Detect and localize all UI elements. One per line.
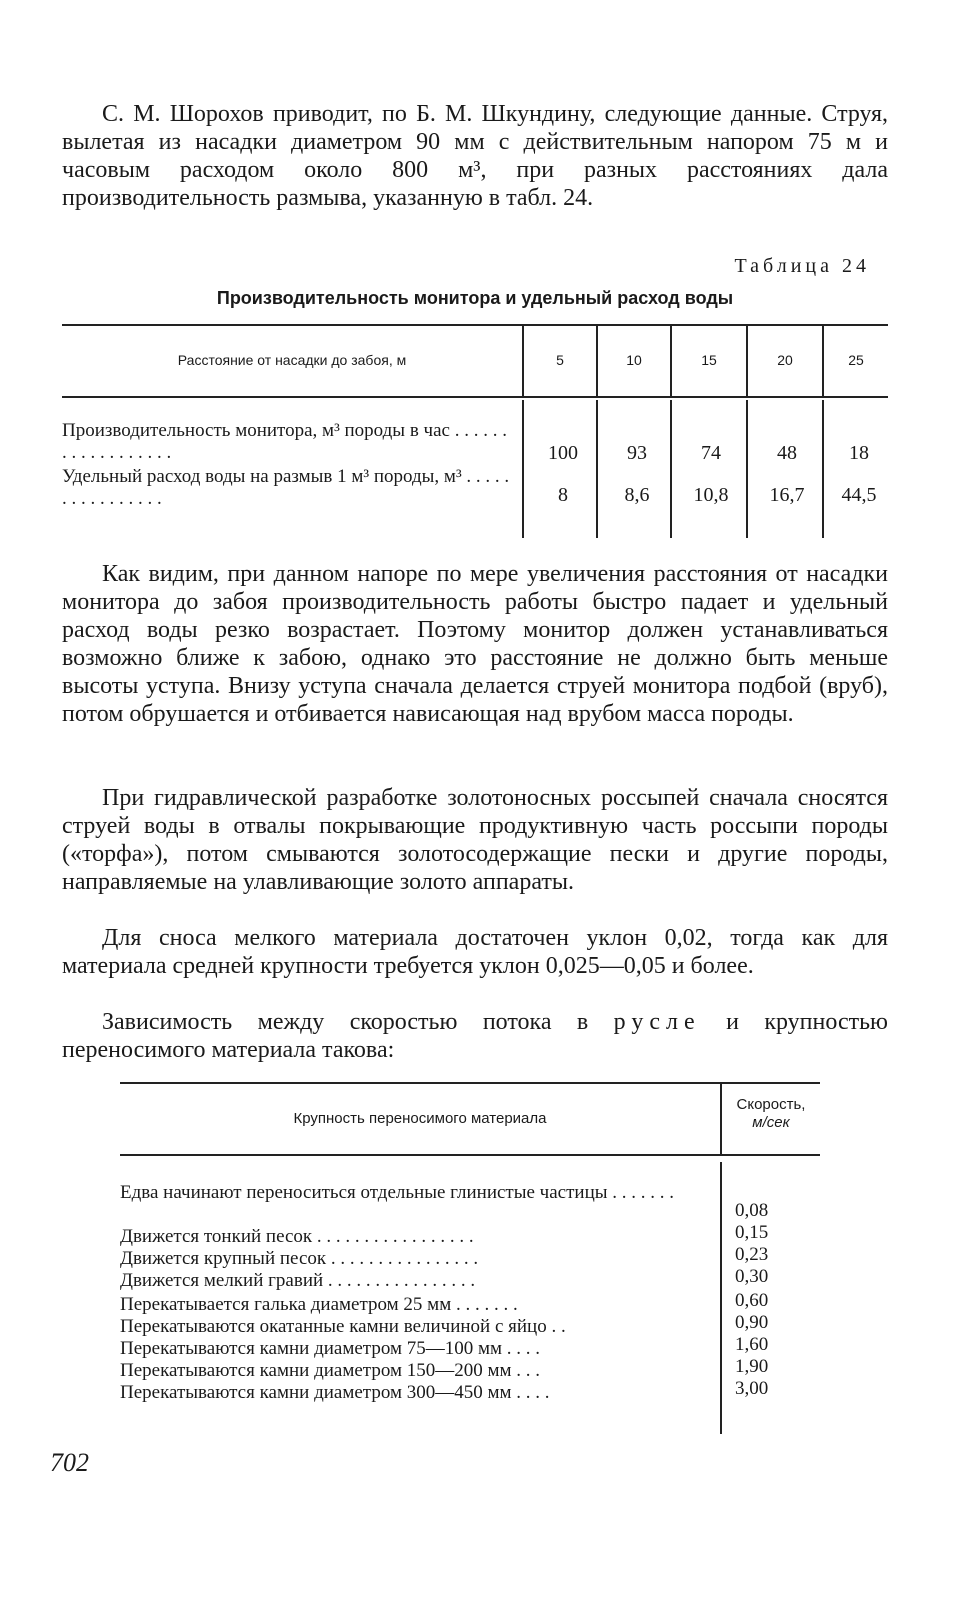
cell-value: 44,5 bbox=[841, 484, 877, 506]
table-number: Таблица 24 bbox=[734, 255, 870, 277]
header-col: 20 bbox=[777, 352, 793, 368]
speed-value: 0,15 bbox=[735, 1222, 769, 1243]
speed-value: 0,08 bbox=[735, 1200, 769, 1221]
header-distance-label: Расстояние от насадки до забоя, м bbox=[177, 352, 407, 368]
cell-value: 10,8 bbox=[693, 484, 729, 506]
cell-value: 8 bbox=[558, 484, 568, 506]
list-item: Перекатываются камни диаметром 150—200 мм . . . bbox=[120, 1360, 541, 1381]
table-vline bbox=[596, 400, 598, 538]
body-paragraph-3 bbox=[62, 924, 888, 980]
list-item: Перекатывается галька диаметром 25 мм . . . . . . . bbox=[120, 1294, 518, 1315]
row-label-water: Удельный расход воды на размыв 1 м³ породы, м³ . . . . . . . . . . . . . . . . bbox=[62, 466, 510, 509]
list-item: Едва начинают переноситься отдельные глинистые частицы . . . . . . . bbox=[120, 1182, 674, 1203]
cell-value: 48 bbox=[777, 442, 797, 464]
page-number: 702 bbox=[50, 1448, 89, 1477]
cell-value: 93 bbox=[627, 442, 647, 464]
cell-value: 16,7 bbox=[769, 484, 805, 506]
table-title: Производительность монитора и удельный расход воды bbox=[216, 288, 734, 308]
spaced-word: русле bbox=[613, 1009, 701, 1035]
body-paragraph-2 bbox=[62, 784, 888, 896]
speed-value: 0,23 bbox=[735, 1244, 769, 1265]
speed-value: 1,60 bbox=[735, 1334, 769, 1355]
list-item: Движется тонкий песок . . . . . . . . . . . . . . . . . bbox=[120, 1226, 474, 1247]
list-item: Перекатываются камни диаметром 300—450 мм . . . . bbox=[120, 1382, 550, 1403]
row-label-productivity: Производительность монитора, м³ породы в час . . . . . . . . . . . . . . . . . . bbox=[62, 420, 507, 463]
table-vline bbox=[720, 1162, 722, 1434]
header-col: 10 bbox=[626, 352, 642, 368]
speed-value: 0,60 bbox=[735, 1290, 769, 1311]
table-header-rule bbox=[62, 396, 888, 398]
table-vline bbox=[746, 400, 748, 538]
header-col: 15 bbox=[701, 352, 717, 368]
cell-value: 18 bbox=[849, 442, 869, 464]
intro-paragraph bbox=[62, 100, 888, 212]
list-item: Перекатываются камни диаметром 75—100 мм . . . . bbox=[120, 1338, 541, 1359]
header-speed bbox=[722, 1096, 820, 1132]
paragraph-text: Зависимость между скоростью потока в bbox=[102, 1009, 614, 1035]
header-col: 25 bbox=[848, 352, 864, 368]
table-vline bbox=[522, 400, 524, 538]
table-vline bbox=[670, 400, 672, 538]
cell-value: 100 bbox=[548, 442, 578, 464]
table-vline bbox=[822, 400, 824, 538]
speed-value: 1,90 bbox=[735, 1356, 769, 1377]
cell-value: 8,6 bbox=[624, 484, 650, 506]
cell-value: 74 bbox=[701, 442, 721, 464]
paragraph-text: Как видим, при данном напоре по мере увеличения расстояния от насадки монитора до забоя производительность работы быстро падает и удельный расход воды резко возрастает. Поэтому монитор должен устанавливаться возможно ближе к забою, однако это расстояние не должно быть меньше высоты уступа. Внизу уступа сначала делается струей монитора подбой (вруб), потом обрушается и отбивается нависающая над врубом масса породы. bbox=[62, 561, 888, 727]
speed-value: 3,00 bbox=[735, 1378, 769, 1399]
header-speed-label: Скорость, bbox=[736, 1096, 806, 1113]
paragraph-text: При гидравлической разработке золотоносных россыпей сначала сносятся струей воды в отвалы покрывающие продуктивную часть россыпи породы («торфа»), потом смываются золотосодержащие пески и другие породы, направляемые на улавливающие золото аппараты. bbox=[62, 785, 888, 895]
table-header-rule bbox=[120, 1154, 820, 1156]
intro-text: С. М. Шорохов приводит, по Б. М. Шкундину, следующие данные. Струя, вылетая из насадки диаметром 90 мм с действительным напором 75 м и часовым расходом около 800 м³, при разных расстояниях дала производительность размыва, указанную в табл. 24. bbox=[62, 101, 888, 211]
header-speed-unit: м/сек bbox=[752, 1114, 790, 1131]
speed-value: 0,90 bbox=[735, 1312, 769, 1333]
header-material: Крупность переносимого материала bbox=[293, 1109, 547, 1127]
body-paragraph-4 bbox=[62, 1008, 888, 1064]
body-paragraph-1 bbox=[62, 560, 888, 728]
list-item: Движется мелкий гравий . . . . . . . . . . . . . . . . bbox=[120, 1270, 476, 1291]
paragraph-text: Для сноса мелкого материала достаточен уклон 0,02, тогда как для материала средней крупности требуется уклон 0,025—0,05 и более. bbox=[62, 925, 888, 979]
speed-value: 0,30 bbox=[735, 1266, 769, 1287]
list-item: Движется крупный песок . . . . . . . . . . . . . . . . bbox=[120, 1248, 479, 1269]
paragraph-text: и крупностью переносимого материала такова: bbox=[62, 1009, 888, 1063]
header-col: 5 bbox=[556, 352, 564, 368]
list-item: Перекатываются окатанные камни величиной с яйцо . . bbox=[120, 1316, 566, 1337]
